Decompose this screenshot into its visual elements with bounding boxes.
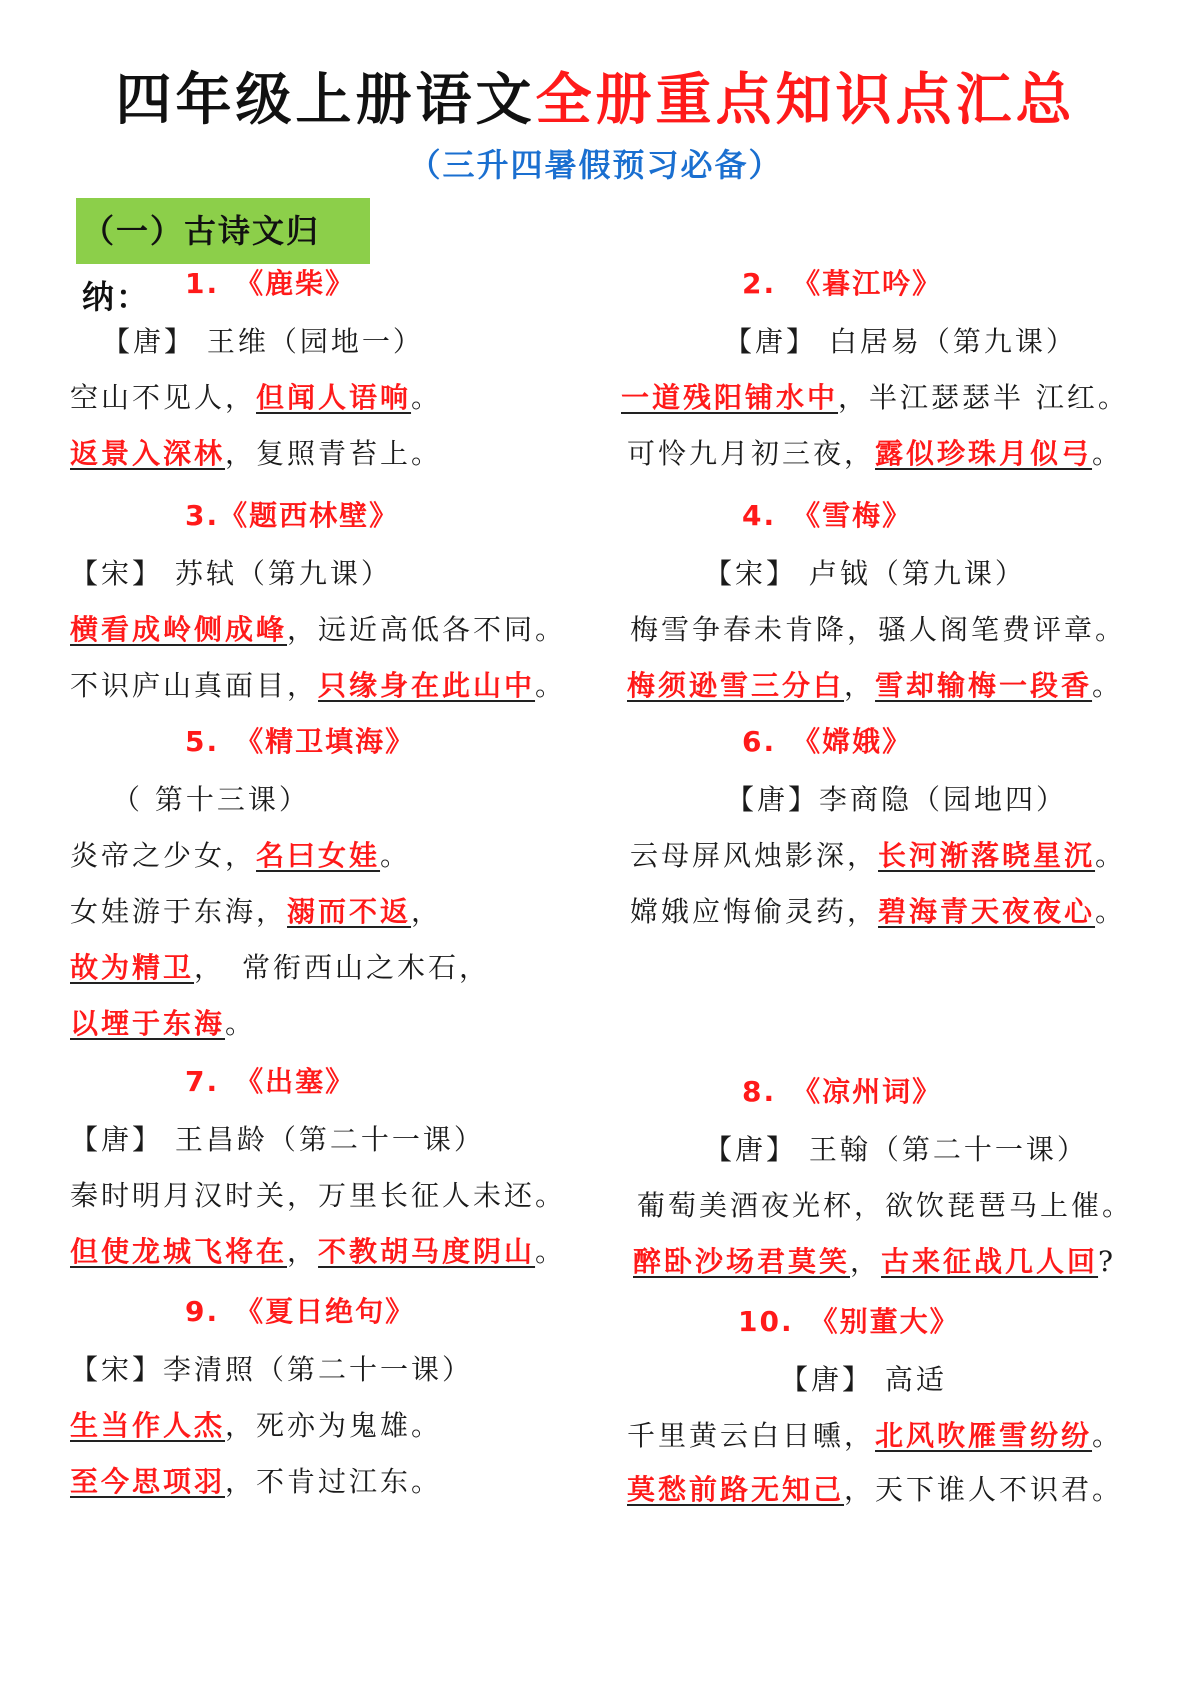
line-text: ， bbox=[850, 1245, 882, 1278]
poem-author: 【宋】 苏轼（第九课） bbox=[70, 557, 392, 590]
poem-line bbox=[70, 666, 566, 706]
line-text: 女娃游于东海， bbox=[70, 895, 288, 928]
poem-author: 【唐】 王维（园地一） bbox=[102, 325, 424, 358]
title-black: 四年级上册语文 bbox=[115, 67, 536, 133]
poem-author: 【唐】 王翰（第二十一课） bbox=[704, 1133, 1088, 1166]
poem-line bbox=[627, 434, 1123, 474]
poem-title: 3.《题西林壁》 bbox=[185, 499, 400, 532]
key-phrase: 北风吹雁雪纷纷 bbox=[875, 1419, 1093, 1452]
key-phrase: 生当作人杰 bbox=[70, 1409, 226, 1442]
key-phrase: 莫愁前路无知己 bbox=[627, 1473, 845, 1506]
line-text: 炎帝之少女， bbox=[70, 839, 257, 872]
line-text: 空山不见人， bbox=[70, 381, 257, 414]
poem-author: 【宋】 卢钺（第九课） bbox=[704, 557, 1026, 590]
line-text: ， 常衔西山之木石， bbox=[194, 951, 491, 984]
poem-title: 7. 《出塞》 bbox=[185, 1065, 356, 1098]
poem-line bbox=[70, 434, 442, 474]
poem-line bbox=[630, 610, 1126, 650]
poem-author: 【唐】 高适 bbox=[780, 1363, 947, 1396]
line-text: 嫦娥应悔偷灵药， bbox=[630, 895, 879, 928]
line-text: ? bbox=[1098, 1245, 1117, 1278]
poem-line bbox=[637, 1186, 1133, 1226]
line-text: ， bbox=[411, 895, 443, 928]
line-text: ，死亦为鬼雄。 bbox=[225, 1409, 443, 1442]
line-text: 。 bbox=[1092, 669, 1124, 702]
line-text: 。 bbox=[411, 381, 443, 414]
poem-author: 【唐】李商隐（园地四） bbox=[726, 783, 1068, 816]
key-phrase: 但闻人语响 bbox=[256, 381, 412, 414]
poem-line bbox=[633, 1242, 1116, 1282]
line-text: ， bbox=[844, 669, 876, 702]
line-text: 。 bbox=[225, 1007, 257, 1040]
key-phrase: 一道残阳铺水中 bbox=[621, 381, 839, 414]
key-phrase: 返景入深林 bbox=[70, 437, 226, 470]
poem-title: 5. 《精卫填海》 bbox=[185, 725, 416, 758]
line-text: 千里黄云白日曛， bbox=[627, 1419, 876, 1452]
key-phrase: 但使龙城飞将在 bbox=[70, 1235, 288, 1268]
poem-line bbox=[70, 610, 566, 650]
key-phrase: 溺而不返 bbox=[287, 895, 412, 928]
line-text: 可怜九月初三夜， bbox=[627, 437, 876, 470]
key-phrase: 以堙于东海 bbox=[70, 1007, 226, 1040]
poem-author: 【唐】 王昌龄（第二十一课） bbox=[70, 1123, 485, 1156]
line-text: 葡萄美酒夜光杯，欲饮琵琶马上催。 bbox=[637, 1189, 1134, 1222]
poem-author: 【唐】 白居易（第九课） bbox=[724, 325, 1077, 358]
poem-line bbox=[627, 1470, 1123, 1510]
title-red: 全册重点知识点汇总 bbox=[535, 67, 1076, 133]
line-text: ，远近高低各不同。 bbox=[287, 613, 567, 646]
poem-line bbox=[70, 1176, 566, 1216]
key-phrase: 横看成岭侧成峰 bbox=[70, 613, 288, 646]
line-text: 。 bbox=[380, 839, 412, 872]
line-text: ，复照青苔上。 bbox=[225, 437, 443, 470]
key-phrase: 梅须逊雪三分白 bbox=[627, 669, 845, 702]
poem-line bbox=[621, 378, 1129, 418]
poem-line bbox=[627, 1416, 1123, 1456]
poem-line bbox=[70, 1462, 442, 1502]
poem-author: （ 第十三课） bbox=[112, 783, 310, 816]
line-text: 秦时明月汉时关，万里长征人未还。 bbox=[70, 1179, 567, 1212]
key-phrase: 碧海青天夜夜心 bbox=[878, 895, 1096, 928]
poem-title: 2. 《暮江吟》 bbox=[742, 267, 943, 300]
key-phrase: 名曰女娃 bbox=[256, 839, 381, 872]
poem-title: 6. 《嫦娥》 bbox=[742, 725, 913, 758]
page-title bbox=[0, 56, 1191, 136]
line-text: 。 bbox=[1095, 895, 1127, 928]
key-phrase: 雪却输梅一段香 bbox=[875, 669, 1093, 702]
key-phrase: 不教胡马度阴山 bbox=[318, 1235, 536, 1268]
poem-line bbox=[70, 1406, 442, 1446]
key-phrase: 露似珍珠月似弓 bbox=[875, 437, 1093, 470]
poem-line bbox=[70, 892, 442, 932]
line-text: 。 bbox=[535, 1235, 567, 1268]
line-text: 云母屏风烛影深， bbox=[630, 839, 879, 872]
key-phrase: 只缘身在此山中 bbox=[318, 669, 536, 702]
key-phrase: 故为精卫 bbox=[70, 951, 195, 984]
poem-line bbox=[70, 378, 442, 418]
line-text: ，天下谁人不识君。 bbox=[844, 1473, 1124, 1506]
line-text: ，半江瑟瑟半 江红。 bbox=[838, 381, 1129, 414]
poem-line bbox=[70, 1232, 566, 1272]
key-phrase: 至今思项羽 bbox=[70, 1465, 226, 1498]
line-text: 不识庐山真面目， bbox=[70, 669, 319, 702]
poem-line bbox=[70, 948, 490, 988]
line-text: 。 bbox=[1092, 1419, 1124, 1452]
line-text: 。 bbox=[535, 669, 567, 702]
poem-line bbox=[70, 836, 411, 876]
line-text: 。 bbox=[1092, 437, 1124, 470]
key-phrase: 长河渐落晓星沉 bbox=[878, 839, 1096, 872]
line-text: 梅雪争春未肯降，骚人阁笔费评章。 bbox=[630, 613, 1127, 646]
line-text: ，不肯过江东。 bbox=[225, 1465, 443, 1498]
page-subtitle: （三升四暑假预习必备） bbox=[408, 146, 783, 184]
poem-title: 9. 《夏日绝句》 bbox=[185, 1295, 416, 1328]
poem-line bbox=[70, 1004, 256, 1044]
poem-title: 4. 《雪梅》 bbox=[742, 499, 913, 532]
poem-line bbox=[627, 666, 1123, 706]
section-heading: （一）古诗文归纳： bbox=[76, 198, 370, 264]
line-text: ， bbox=[287, 1235, 319, 1268]
poem-title: 8. 《凉州词》 bbox=[742, 1075, 943, 1108]
key-phrase: 古来征战几人回 bbox=[881, 1245, 1099, 1278]
poem-line bbox=[630, 836, 1126, 876]
poem-line bbox=[630, 892, 1126, 932]
line-text: 。 bbox=[1095, 839, 1127, 872]
key-phrase: 醉卧沙场君莫笑 bbox=[633, 1245, 851, 1278]
poem-author: 【宋】李清照（第二十一课） bbox=[70, 1353, 474, 1386]
poem-title: 10. 《别董大》 bbox=[738, 1305, 960, 1338]
poem-title: 1. 《鹿柴》 bbox=[185, 267, 356, 300]
